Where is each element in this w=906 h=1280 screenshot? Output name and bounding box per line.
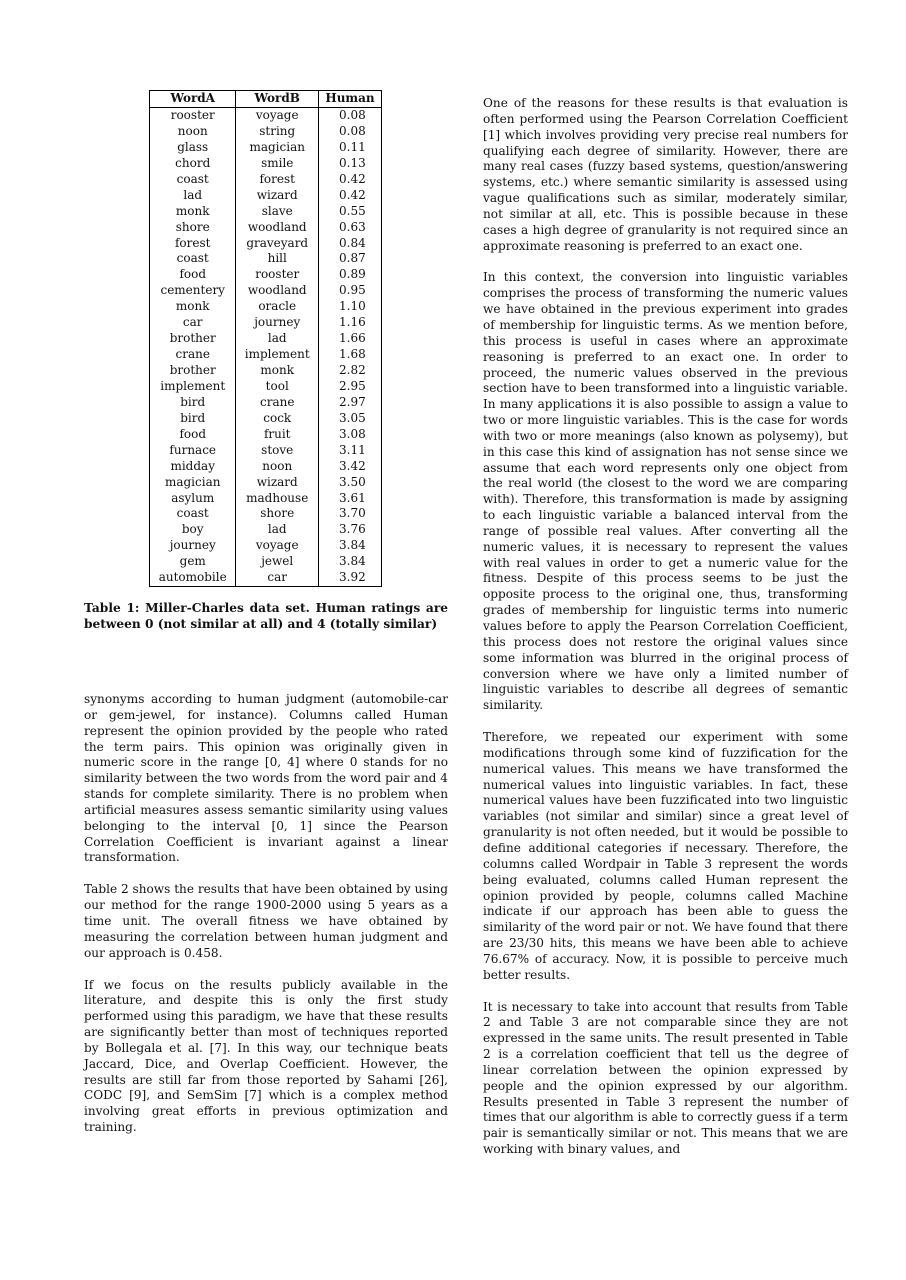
cell-wordb: cock bbox=[236, 411, 319, 427]
cell-human: 2.97 bbox=[319, 395, 382, 411]
cell-human: 3.76 bbox=[319, 522, 382, 538]
cell-human: 2.82 bbox=[319, 363, 382, 379]
table-row bbox=[150, 267, 382, 283]
table-row bbox=[150, 475, 382, 491]
cell-wordb: noon bbox=[236, 459, 319, 475]
cell-human: 3.50 bbox=[319, 475, 382, 491]
right-paragraph-1: One of the reasons for these results is that evaluation is often performed using the Pearson Correlation Coefficient [1] which involves providing very precise real numbers for qualifying each degree of similarity. However, there are many real cases (fuzzy based systems, question/answering systems, etc.) where semantic similarity is assessed using vague qualifications such as similar, moderately similar, not similar at all, etc. This is possible because in these cases a high degree of granularity is not required since an approximate reasoning is preferred to an exact one. bbox=[483, 96, 848, 253]
column-header-wordb: WordB bbox=[236, 91, 319, 108]
cell-worda: journey bbox=[150, 538, 236, 554]
cell-human: 3.70 bbox=[319, 506, 382, 522]
table-row bbox=[150, 156, 382, 172]
table-row bbox=[150, 491, 382, 507]
cell-human: 1.16 bbox=[319, 315, 382, 331]
cell-worda: rooster bbox=[150, 108, 236, 124]
cell-worda: bird bbox=[150, 395, 236, 411]
cell-worda: food bbox=[150, 267, 236, 283]
cell-human: 0.87 bbox=[319, 251, 382, 267]
table-row bbox=[150, 379, 382, 395]
cell-worda: monk bbox=[150, 299, 236, 315]
cell-wordb: lad bbox=[236, 522, 319, 538]
table-row bbox=[150, 188, 382, 204]
left-paragraph-3: If we focus on the results publicly available in the literature, and despite this is only the first study performed using this paradigm, we have that these results are significantly better than most of techniques reported by Bollegala et al. [7]. In this way, our technique beats Jaccard, Dice, and Overlap Coefficient. However, the results are still far from those reported by Sahami [26], CODC [9], and SemSim [7] which is a complex method involving great efforts in previous optimization and training. bbox=[84, 977, 448, 1135]
table-row bbox=[150, 570, 382, 586]
cell-wordb: implement bbox=[236, 347, 319, 363]
cell-human: 0.08 bbox=[319, 108, 382, 124]
cell-human: 1.10 bbox=[319, 299, 382, 315]
cell-wordb: rooster bbox=[236, 267, 319, 283]
cell-human: 3.08 bbox=[319, 427, 382, 443]
left-column-body bbox=[84, 692, 448, 1136]
table-header-row bbox=[150, 91, 382, 108]
cell-human: 0.42 bbox=[319, 188, 382, 204]
cell-worda: coast bbox=[150, 172, 236, 188]
table-row bbox=[150, 331, 382, 347]
column-header-worda: WordA bbox=[150, 91, 236, 108]
column-header-human: Human bbox=[319, 91, 382, 108]
cell-human: 0.13 bbox=[319, 156, 382, 172]
cell-worda: automobile bbox=[150, 570, 236, 586]
table-row bbox=[150, 236, 382, 252]
cell-wordb: stove bbox=[236, 443, 319, 459]
cell-wordb: shore bbox=[236, 506, 319, 522]
right-paragraph-2: In this context, the conversion into linguistic variables comprises the process of transforming the numeric values we have obtained in the previous experiment into grades of membership for linguistic terms. As we mention before, this process is useful in cases where an approximate reasoning is preferred to an exact one. In order to proceed, the numeric values observed in the previous section have to been transformed into a linguistic variable. In many applications it is also possible to assign a value to two or more linguistic variables. This is the case for words with two or more meanings (also known as polysemy), but in this case this kind of assignation has not sense since we assume that each word represents only one object from the real world (the closest to the word we are comparing with). Therefore, this transformation is made by assigning to each linguistic variable a balanced interval from the range of possible real values. After converting all the numeric values, it is necessary to represent the values with real values in order to get a numeric value for the fitness. Despite of this process seems to be just the opposite process to the original one, thus, transforming grades of membership for linguistic terms into numeric values before to apply the Pearson Correlation Coefficient, this process does not restore the original values since some information was blurred in the original process of conversion where we have only a limited number of linguistic variables to describe all degrees of semantic similarity. bbox=[483, 270, 848, 713]
cell-worda: brother bbox=[150, 363, 236, 379]
cell-wordb: slave bbox=[236, 204, 319, 220]
cell-wordb: crane bbox=[236, 395, 319, 411]
cell-wordb: journey bbox=[236, 315, 319, 331]
cell-worda: monk bbox=[150, 204, 236, 220]
table-row bbox=[150, 506, 382, 522]
cell-worda: glass bbox=[150, 140, 236, 156]
cell-worda: forest bbox=[150, 236, 236, 252]
left-column-top bbox=[84, 90, 448, 632]
cell-wordb: monk bbox=[236, 363, 319, 379]
table-row bbox=[150, 427, 382, 443]
cell-human: 0.63 bbox=[319, 220, 382, 236]
table-row bbox=[150, 220, 382, 236]
cell-wordb: hill bbox=[236, 251, 319, 267]
cell-wordb: oracle bbox=[236, 299, 319, 315]
cell-worda: cementery bbox=[150, 283, 236, 299]
cell-worda: brother bbox=[150, 331, 236, 347]
cell-worda: furnace bbox=[150, 443, 236, 459]
cell-worda: chord bbox=[150, 156, 236, 172]
cell-human: 3.05 bbox=[319, 411, 382, 427]
miller-charles-table-wrap bbox=[149, 90, 382, 587]
cell-worda: magician bbox=[150, 475, 236, 491]
right-paragraph-4: It is necessary to take into account that results from Table 2 and Table 3 are not comparable since they are not expressed in the same units. The result presented in Table 2 is a correlation coefficient that tell us the degree of linear correlation between the opinion expressed by people and the opinion expressed by our algorithm. Results presented in Table 3 represent the number of times that our algorithm is able to correctly guess if a term pair is semantically similar or not. This means that we are working with binary values, and bbox=[483, 999, 848, 1157]
cell-wordb: madhouse bbox=[236, 491, 319, 507]
cell-wordb: voyage bbox=[236, 538, 319, 554]
cell-worda: car bbox=[150, 315, 236, 331]
cell-human: 0.11 bbox=[319, 140, 382, 156]
table-row bbox=[150, 140, 382, 156]
cell-worda: implement bbox=[150, 379, 236, 395]
cell-worda: asylum bbox=[150, 491, 236, 507]
cell-human: 0.95 bbox=[319, 283, 382, 299]
cell-wordb: wizard bbox=[236, 188, 319, 204]
cell-wordb: string bbox=[236, 124, 319, 140]
cell-wordb: fruit bbox=[236, 427, 319, 443]
table-row bbox=[150, 522, 382, 538]
cell-wordb: voyage bbox=[236, 108, 319, 124]
cell-worda: gem bbox=[150, 554, 236, 570]
table-row bbox=[150, 411, 382, 427]
cell-wordb: woodland bbox=[236, 283, 319, 299]
table-row bbox=[150, 347, 382, 363]
table-row bbox=[150, 538, 382, 554]
cell-human: 3.61 bbox=[319, 491, 382, 507]
table-row bbox=[150, 251, 382, 267]
cell-worda: bird bbox=[150, 411, 236, 427]
cell-worda: lad bbox=[150, 188, 236, 204]
cell-human: 0.89 bbox=[319, 267, 382, 283]
table-row bbox=[150, 299, 382, 315]
cell-human: 1.68 bbox=[319, 347, 382, 363]
cell-wordb: tool bbox=[236, 379, 319, 395]
table-row bbox=[150, 124, 382, 140]
cell-human: 2.95 bbox=[319, 379, 382, 395]
table-row bbox=[150, 204, 382, 220]
table-row bbox=[150, 283, 382, 299]
table-row bbox=[150, 459, 382, 475]
table-row bbox=[150, 108, 382, 124]
cell-human: 0.84 bbox=[319, 236, 382, 252]
right-column bbox=[483, 96, 848, 1158]
table-body bbox=[150, 108, 382, 587]
cell-wordb: car bbox=[236, 570, 319, 586]
left-paragraph-2: Table 2 shows the results that have been obtained by using our method for the range 1900-2000 using 5 years as a time unit. The overall fitness we have obtained by measuring the correlation between human judgment and our approach is 0.458. bbox=[84, 882, 448, 960]
cell-human: 3.11 bbox=[319, 443, 382, 459]
cell-wordb: jewel bbox=[236, 554, 319, 570]
cell-worda: food bbox=[150, 427, 236, 443]
table-row bbox=[150, 395, 382, 411]
cell-human: 1.66 bbox=[319, 331, 382, 347]
cell-wordb: forest bbox=[236, 172, 319, 188]
cell-human: 0.42 bbox=[319, 172, 382, 188]
cell-human: 0.55 bbox=[319, 204, 382, 220]
cell-human: 3.92 bbox=[319, 570, 382, 586]
table-row bbox=[150, 315, 382, 331]
cell-human: 3.42 bbox=[319, 459, 382, 475]
cell-worda: noon bbox=[150, 124, 236, 140]
cell-worda: coast bbox=[150, 506, 236, 522]
cell-worda: coast bbox=[150, 251, 236, 267]
table-row bbox=[150, 363, 382, 379]
table-row bbox=[150, 554, 382, 570]
cell-human: 3.84 bbox=[319, 554, 382, 570]
cell-wordb: lad bbox=[236, 331, 319, 347]
right-paragraph-3: Therefore, we repeated our experiment with some modifications through some kind of fuzzification for the numerical values. This means we have transformed the numerical values into linguistic variables. In fact, these numerical values have been fuzzificated into two linguistic variables (not similar and similar) since a great level of granularity is not often needed, but it would be possible to define additional categories if necessary. Therefore, the columns called Wordpair in Table 3 represent the words being evaluated, columns called Human represent the opinion provided by people, columns called Machine indicate if our approach has been able to guess the similarity of the word pair or not. We have found that there are 23/30 hits, this means we have been able to achieve 76.67% of accuracy. Now, it is possible to perceive much better results. bbox=[483, 730, 848, 982]
cell-wordb: woodland bbox=[236, 220, 319, 236]
cell-wordb: wizard bbox=[236, 475, 319, 491]
cell-worda: crane bbox=[150, 347, 236, 363]
cell-worda: shore bbox=[150, 220, 236, 236]
cell-human: 3.84 bbox=[319, 538, 382, 554]
cell-worda: midday bbox=[150, 459, 236, 475]
table-caption: Table 1: Miller-Charles data set. Human ratings are between 0 (not similar at all) and 4 (totally similar) bbox=[84, 601, 448, 632]
left-paragraph-1: synonyms according to human judgment (automobile-car or gem-jewel, for instance). Columns called Human represent the opinion provided by the people who rated the term pairs. This opinion was originally given in numeric score in the range [0, 4] where 0 stands for no similarity between the two words from the word pair and 4 stands for complete similarity. There is no problem when artificial measures assess semantic similarity using values belonging to the interval [0, 1] since the Pearson Correlation Coefficient is invariant against a linear transformation. bbox=[84, 692, 448, 865]
cell-wordb: smile bbox=[236, 156, 319, 172]
cell-human: 0.08 bbox=[319, 124, 382, 140]
cell-worda: boy bbox=[150, 522, 236, 538]
cell-wordb: magician bbox=[236, 140, 319, 156]
table-row bbox=[150, 172, 382, 188]
table-row bbox=[150, 443, 382, 459]
miller-charles-table bbox=[149, 90, 382, 587]
cell-wordb: graveyard bbox=[236, 236, 319, 252]
